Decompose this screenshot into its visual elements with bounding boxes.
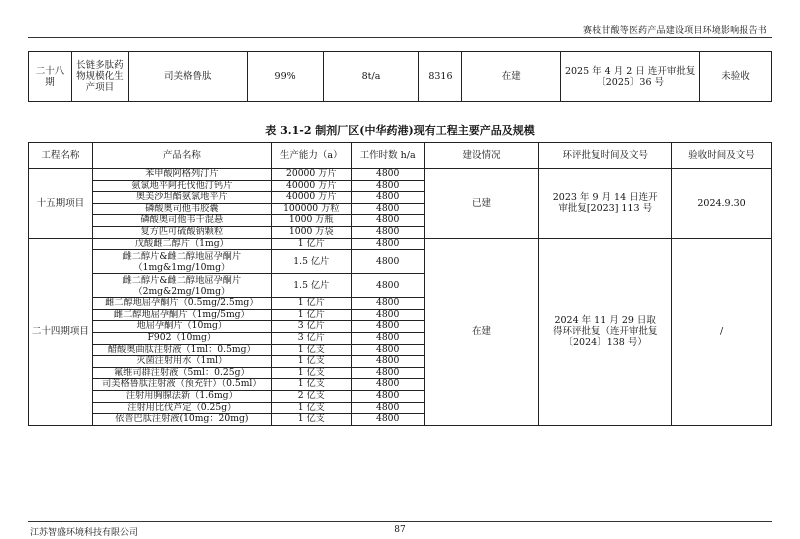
hours-cell: 4800 [351,226,424,238]
column-header: 产品名称 [92,143,271,169]
hours-cell: 4800 [351,356,424,368]
acceptance-cell: 2024.9.30 [672,169,772,239]
capacity-cell: 1 亿支 [271,402,351,414]
hours-cell: 4800 [351,180,424,192]
product-cell: 磷酸奥司他韦胶囊 [92,203,271,215]
hours-cell: 8316 [419,52,462,102]
capacity-cell: 8t/a [323,52,419,102]
capacity-cell: 1 亿支 [271,344,351,356]
product-cell: 氨氯地平阿托伐他汀钙片 [92,180,271,192]
product-cell: 苯甲酸阿格列汀片 [92,169,271,181]
capacity-cell: 20000 万片 [271,169,351,181]
column-header: 环评批复时间及文号 [539,143,672,169]
capacity-cell: 1000 万袋 [271,226,351,238]
capacity-cell: 1 亿片 [271,298,351,310]
table-row [29,238,772,250]
status-cell: 在建 [424,238,539,425]
hours-cell: 4800 [351,192,424,204]
column-header: 工作时数 h/a [351,143,424,169]
hours-cell: 4800 [351,309,424,321]
footer-company: 江苏智盛环境科技有限公司 [30,528,139,538]
hours-cell: 4800 [351,274,424,298]
approval-cell: 2025 年 4 月 2 日 连开审批复〔2025〕36 号 [561,52,700,102]
capacity-cell: 1 亿片 [271,309,351,321]
approval-cell: 2023 年 9 月 14 日连开审批复[2023] 113 号 [539,169,672,239]
hours-cell: 4800 [351,250,424,274]
phase-cell: 二十四期项目 [29,238,93,425]
hours-cell: 4800 [351,298,424,310]
table-row [29,169,772,181]
product-cell: 注射用比伐芦定（0.25g） [92,402,271,414]
hours-cell: 4800 [351,203,424,215]
capacity-cell: 1 亿支 [271,367,351,379]
header-divider [28,37,772,38]
hours-cell: 4800 [351,321,424,333]
column-header: 生产能力（a） [271,143,351,169]
hours-cell: 4800 [351,169,424,181]
product-cell: 氟维司群注射液（5ml：0.25g） [92,367,271,379]
product-cell: 依普巴肽注射液(10mg：20mg) [92,414,271,426]
capacity-cell: 1000 万瓶 [271,215,351,227]
capacity-cell: 1.5 亿片 [271,250,351,274]
table-header-row [29,143,772,169]
product-cell: 注射用胸腺法新（1.6mg） [92,390,271,402]
hours-cell: 4800 [351,390,424,402]
project-cell: 长链多肽药物规模化生产项目 [71,52,128,102]
capacity-cell: 1 亿支 [271,356,351,368]
hours-cell: 4800 [351,367,424,379]
phase-cell: 二十八期 [29,52,72,102]
table-row [29,52,772,102]
product-cell: 雌二醇地屈孕酮片（1mg/5mg） [92,309,271,321]
capacity-cell: 1 亿片 [271,238,351,250]
capacity-cell: 3 亿片 [271,332,351,344]
column-header: 工程名称 [29,143,93,169]
product-cell: 雌二醇地屈孕酮片（0.5mg/2.5mg） [92,298,271,310]
status-cell: 已建 [424,169,539,239]
product-cell: 奥美沙坦酯氨氯地平片 [92,192,271,204]
product-cell: 地屈孕酮片（10mg） [92,321,271,333]
capacity-cell: 1.5 亿片 [271,274,351,298]
table-caption: 表 3.1-2 制剂厂区(中华药港)现有工程主要产品及规模 [265,124,535,137]
hours-cell: 4800 [351,379,424,391]
product-cell: 灭菌注射用水（1ml） [92,356,271,368]
acceptance-cell: 未验收 [700,52,772,102]
products-table [28,142,772,426]
page-header-title: 赛枝甘酸等医药产品建设项目环境影响报告书 [582,26,767,36]
capacity-cell: 40000 万片 [271,180,351,192]
hours-cell: 4800 [351,402,424,414]
product-cell: 醋酸奥曲肽注射液（1ml：0.5mg） [92,344,271,356]
capacity-cell: 3 亿片 [271,321,351,333]
approval-cell: 2024 年 11 月 29 日取得环评批复（连开审批复〔2024〕138 号） [539,238,672,425]
capacity-cell: 40000 万片 [271,192,351,204]
capacity-cell: 1 亿支 [271,414,351,426]
hours-cell: 4800 [351,344,424,356]
capacity-cell: 1 亿支 [271,379,351,391]
product-cell: 司美格鲁肽注射液（预充针）（0.5ml） [92,379,271,391]
phase-cell: 十五期项目 [29,169,93,239]
hours-cell: 4800 [351,238,424,250]
acceptance-cell: / [672,238,772,425]
continued-table [28,51,772,102]
capacity-cell: 2 亿支 [271,390,351,402]
column-header: 建设情况 [424,143,539,169]
hours-cell: 4800 [351,414,424,426]
capacity-cell: 100000 万粒 [271,203,351,215]
hours-cell: 4800 [351,215,424,227]
product-cell: 雌二醇片&雌二醇地屈孕酮片（2mg&2mg/10mg） [92,274,271,298]
purity-cell: 99% [247,52,323,102]
page-number: 87 [394,525,406,535]
product-cell: 复方匹可硫酸钠颗粒 [92,226,271,238]
footer-divider [28,521,772,522]
hours-cell: 4800 [351,332,424,344]
status-cell: 在建 [462,52,561,102]
product-cell: F902（10mg） [92,332,271,344]
product-cell: 磷酸奥司他韦干混悬 [92,215,271,227]
product-cell: 戊酸雌二醇片（1mg） [92,238,271,250]
product-cell: 雌二醇片&雌二醇地屈孕酮片（1mg&1mg/10mg） [92,250,271,274]
column-header: 验收时间及文号 [672,143,772,169]
product-cell: 司美格鲁肽 [128,52,247,102]
